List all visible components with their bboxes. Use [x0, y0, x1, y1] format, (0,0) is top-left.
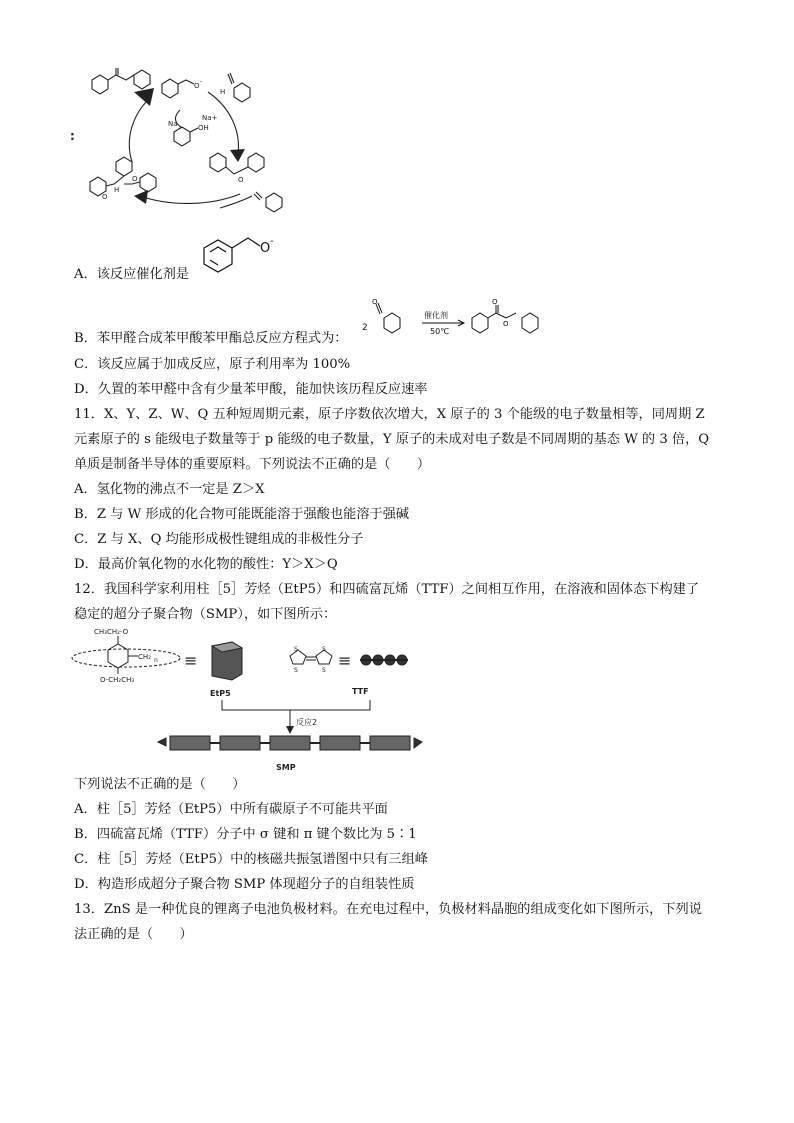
top-ethoxy-label: CH₃CH₂-O — [94, 628, 129, 636]
q10-option-b: B．苯甲醛合成苯甲酸苯甲酯总反应方程式为： — [74, 331, 348, 346]
colon-mark: : — [70, 129, 75, 143]
benzene-ring-9 — [210, 153, 226, 172]
reaction-bracket — [222, 700, 370, 732]
repeat-n-label: n — [154, 657, 158, 664]
q10-option-d: D．久置的苯甲醛中含有少量苯甲酸，能加快该历程反应速率 — [74, 382, 428, 397]
benzene-ring — [204, 240, 232, 272]
ch2-label: CH₂ — [138, 653, 151, 661]
cycle-arc-bottom — [140, 194, 240, 203]
benzene-ring-6 — [116, 157, 132, 176]
central-double-bond — [306, 657, 316, 660]
oh-label: OH — [198, 124, 209, 132]
benzene-ring-5 — [174, 127, 190, 146]
ttf-label: TTF — [352, 687, 369, 696]
benzene-ring-8 — [140, 173, 156, 192]
benzyl-alkoxide-structure — [196, 226, 286, 286]
o-label-2: O — [132, 175, 138, 183]
benzene-ring-2 — [472, 313, 488, 333]
etp5-label: EtP5 — [210, 689, 231, 698]
aldehyde-carbonyl-2 — [254, 192, 262, 200]
o-label-2: O — [492, 298, 498, 306]
benzene-ring-3 — [522, 313, 538, 333]
oxygen-label: O — [260, 241, 271, 256]
temperature-label: 50℃ — [430, 327, 450, 336]
benzene-ring-11 — [266, 193, 282, 212]
catalytic-cycle-diagram — [70, 66, 300, 226]
q12-stem-line-3: 下列说法不正确的是（ ） — [74, 777, 246, 792]
q12-stem-line-1: 12．我国科学家利用柱［5］芳烃（EtP5）和四硫富瓦烯（TTF）之间相互作用，在溶液和固体态下构建了 — [74, 582, 700, 597]
sulfur-label-3: S — [322, 646, 326, 653]
reaction-equation — [360, 296, 570, 346]
cycle-arrowhead-bottom — [134, 190, 148, 204]
smp-label: SMP — [276, 763, 296, 772]
cycle-arrowhead-left — [134, 88, 154, 106]
q13-stem-line-2: 法正确的是（ ） — [74, 927, 193, 942]
h-label-2: H — [114, 186, 120, 194]
q11-option-c: C．Z 与 X、Q 均能形成极性键组成的非极性分子 — [74, 532, 364, 547]
coefficient: 2 — [362, 323, 368, 333]
o-label: O — [372, 298, 378, 306]
ch2-o-bond — [232, 238, 260, 248]
catalyst-label: 催化剂 — [424, 311, 448, 320]
h-label: H — [220, 88, 226, 96]
na-plus-label: Na+ — [202, 114, 218, 122]
sulfur-label-2: S — [294, 667, 298, 674]
supramolecular-polymer-diagram — [70, 628, 430, 776]
benzene-ring-2 — [134, 70, 150, 89]
cycle-arrowhead-right — [230, 149, 245, 162]
benzene-ring-1 — [92, 75, 108, 94]
alcohol-bond — [190, 128, 198, 132]
bottom-ethoxy-label: O-CH₂CH₃ — [100, 676, 135, 684]
equivalence-sign-1: ≡ — [184, 651, 198, 670]
acetal-bonds — [226, 167, 248, 174]
o-label-1: O — [102, 193, 108, 201]
benzene-ring-10 — [248, 153, 264, 172]
q12-option-c: C．柱［5］芳烃（EtP5）中的核磁共振氢谱图中只有三组峰 — [74, 852, 428, 867]
benzene-ring — [108, 644, 128, 668]
reaction-2-label: 反应2 — [296, 718, 318, 727]
charge-label: - — [200, 78, 203, 85]
q12-stem-line-2: 稳定的超分子聚合物（SMP），如下图所示： — [74, 607, 337, 622]
alkoxide-bond — [178, 80, 194, 84]
dithiole-ring-1 — [290, 650, 306, 664]
ester-bond — [108, 68, 134, 80]
q11-option-d: D．最高价氧化物的水化物的酸性：Y＞X＞Q — [74, 557, 338, 572]
smp-polymer-chain — [158, 736, 422, 750]
q11-stem-line-2: 元素原子的 s 能级电子数量等于 p 能级的电子数量，Y 原子的未成对电子数是不同周期的基态 W 的 3 倍，Q — [74, 432, 710, 447]
feed-arrow — [220, 196, 252, 208]
ester-bonds — [488, 305, 516, 318]
cycle-arc-right — [208, 92, 238, 154]
ring-double-bonds — [210, 247, 226, 265]
q10-option-c: C．该反应属于加成反应，原子利用率为 100% — [74, 357, 351, 372]
benzene-ring-1 — [384, 313, 400, 333]
equivalence-sign-2: ≡ — [338, 651, 352, 670]
pillar-ring-outline — [72, 649, 180, 667]
cycle-arc-left — [129, 96, 152, 162]
o-label-3: O — [238, 176, 244, 184]
sulfur-label-1: S — [294, 646, 298, 653]
charge-label: - — [270, 236, 274, 247]
q12-option-a: A．柱［5］芳烃（EtP5）中所有碳原子不可能共平面 — [74, 802, 388, 817]
q11-stem-line-1: 11．X、Y、Z、W、Q 五种短周期元素，原子序数依次增大，X 原子的 3 个能级的电子数量相等，同周期 Z — [74, 407, 705, 422]
na-label: Na — [168, 120, 178, 128]
benzene-ring-3 — [162, 79, 178, 98]
q12-option-b: B．四硫富瓦烯（TTF）分子中 σ 键和 π 键个数比为 5∶1 — [74, 827, 417, 842]
benzene-ring-4 — [234, 83, 250, 102]
o-label-3: O — [503, 320, 509, 328]
q12-option-d: D．构造形成超分子聚合物 SMP 体现超分子的自组装性质 — [74, 877, 415, 892]
q11-option-b: B．Z 与 W 形成的化合物可能既能溶于强酸也能溶于强碱 — [74, 507, 410, 522]
sulfur-label-4: S — [322, 667, 326, 674]
q11-stem-line-3: 单质是制备半导体的重要原料。下列说法不正确的是（ ） — [74, 457, 431, 472]
q13-stem-line-1: 13．ZnS 是一种优良的锂离子电池负极材料。在充电过程中，负极材料晶胞的组成变化如下图所示，下列说 — [74, 902, 702, 917]
aldehyde-carbonyl — [228, 73, 234, 84]
q11-option-a: A．氢化物的沸点不一定是 Z＞X — [74, 482, 265, 497]
reaction-arrowhead — [286, 726, 294, 734]
ttf-ball-model — [360, 655, 408, 665]
oxygen-label: O — [194, 82, 200, 90]
q10-option-a: A．该反应催化剂是 — [74, 267, 190, 282]
